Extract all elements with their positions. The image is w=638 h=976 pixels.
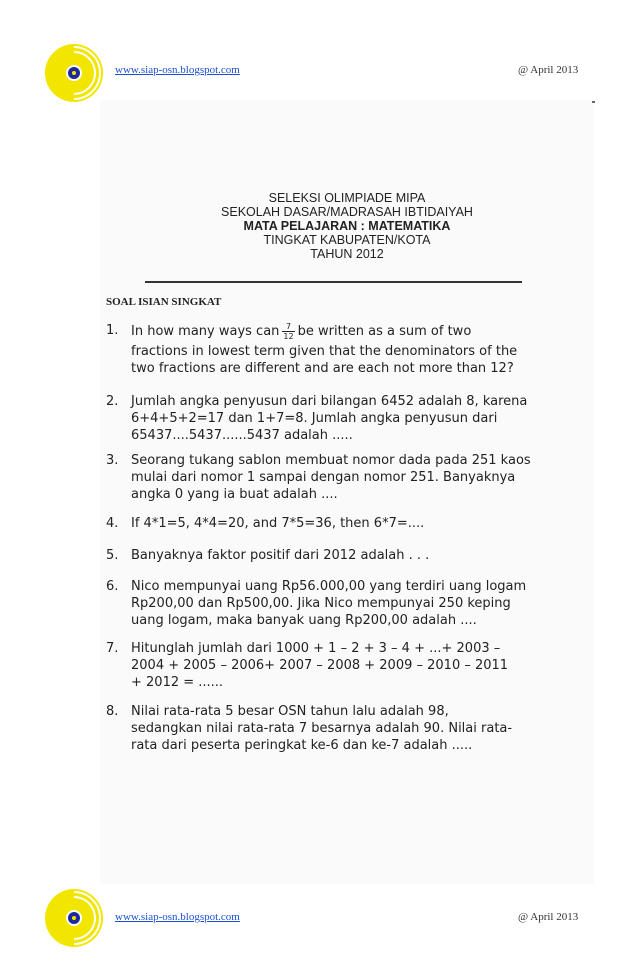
site-logo-icon: [44, 43, 104, 103]
question-line: two fractions are different and are each not more than 12?: [131, 361, 514, 376]
question-line: [131, 322, 481, 341]
heading-line-2: SEKOLAH DASAR/MADRASAH IBTIDAIYAH: [221, 205, 473, 219]
header-blog-link[interactable]: www.siap-osn.blogspot.com: [115, 64, 240, 76]
question-text: [131, 393, 528, 444]
question-line: + 2012 = ......: [131, 675, 224, 690]
question-line: Seorang tukang sablon membuat nomor dada pada 251 kaos: [131, 453, 531, 468]
question-text: [131, 452, 531, 503]
footer-blog-link[interactable]: www.siap-osn.blogspot.com: [115, 911, 240, 923]
question-line: Hitunglah jumlah dari 1000 + 1 – 2 + 3 – 4 + ...+ 2003 –: [131, 641, 501, 656]
question-line: Rp200,00 dan Rp500,00. Jika Nico mempunyai 250 keping: [131, 596, 511, 611]
fraction: [282, 322, 294, 341]
heading-line-3: MATA PELAJARAN : MATEMATIKA: [243, 219, 451, 233]
question-number: 8.: [106, 704, 119, 719]
heading-line-5: TAHUN 2012: [310, 247, 384, 261]
question-text: [131, 547, 481, 564]
question-text-before: In how many ways can: [131, 324, 280, 339]
question-text: [131, 640, 509, 691]
question-line: Nilai rata-rata 5 besar OSN tahun lalu adalah 98,: [131, 704, 449, 719]
question-number: 2.: [106, 394, 119, 409]
question-number: 5.: [106, 548, 119, 563]
question-number: 6.: [106, 579, 119, 594]
question-number: 1.: [106, 323, 119, 338]
question-text: [131, 515, 481, 532]
question-line: Jumlah angka penyusun dari bilangan 6452 adalah 8, karena: [131, 394, 528, 409]
question-text-after: be written as a sum of two: [297, 324, 472, 339]
heading-line-4: TINGKAT KABUPATEN/KOTA: [263, 233, 431, 247]
question-line: mulai dari nomor 1 sampai dengan nomor 251. Banyaknya: [131, 470, 516, 485]
question-number: 4.: [106, 516, 119, 531]
fraction-numerator: 7: [282, 322, 294, 332]
heading-line-1: SELEKSI OLIMPIADE MIPA: [268, 191, 426, 205]
question-line: Banyaknya faktor positif dari 2012 adalah . . .: [131, 548, 430, 563]
header-date: @ April 2013: [518, 64, 579, 76]
question-line: sedangkan nilai rata-rata 7 besarnya adalah 90. Nilai rata-: [131, 721, 513, 736]
section-title: SOAL ISIAN SINGKAT: [106, 296, 222, 308]
question-text: [131, 703, 513, 754]
question-line: If 4*1=5, 4*4=20, and 7*5=36, then 6*7=....: [131, 516, 425, 531]
question-line: angka 0 yang ia buat adalah ....: [131, 487, 338, 502]
heading-divider: [145, 281, 522, 283]
question-line: rata dari peserta peringkat ke-6 dan ke-7 adalah .....: [131, 738, 473, 753]
question-line: uang logam, maka banyak uang Rp200,00 adalah ....: [131, 613, 477, 628]
fraction-denominator: 12: [283, 332, 294, 341]
question-text: [131, 322, 518, 377]
question-text: [131, 578, 527, 629]
question-number: 7.: [106, 641, 119, 656]
question-line: 65437....5437......5437 adalah .....: [131, 428, 353, 443]
site-logo-icon: [44, 888, 104, 948]
scan-mark: [592, 101, 595, 103]
question-line: fractions in lowest term given that the denominators of the: [131, 344, 518, 359]
question-line: 6+4+5+2=17 dan 1+7=8. Jumlah angka penyusun dari: [131, 411, 498, 426]
question-line: 2004 + 2005 – 2006+ 2007 – 2008 + 2009 – 2010 – 2011: [131, 658, 509, 673]
footer-date: @ April 2013: [518, 911, 579, 923]
question-line: Nico mempunyai uang Rp56.000,00 yang terdiri uang logam: [131, 579, 527, 594]
question-number: 3.: [106, 453, 119, 468]
document-heading: [100, 191, 594, 261]
